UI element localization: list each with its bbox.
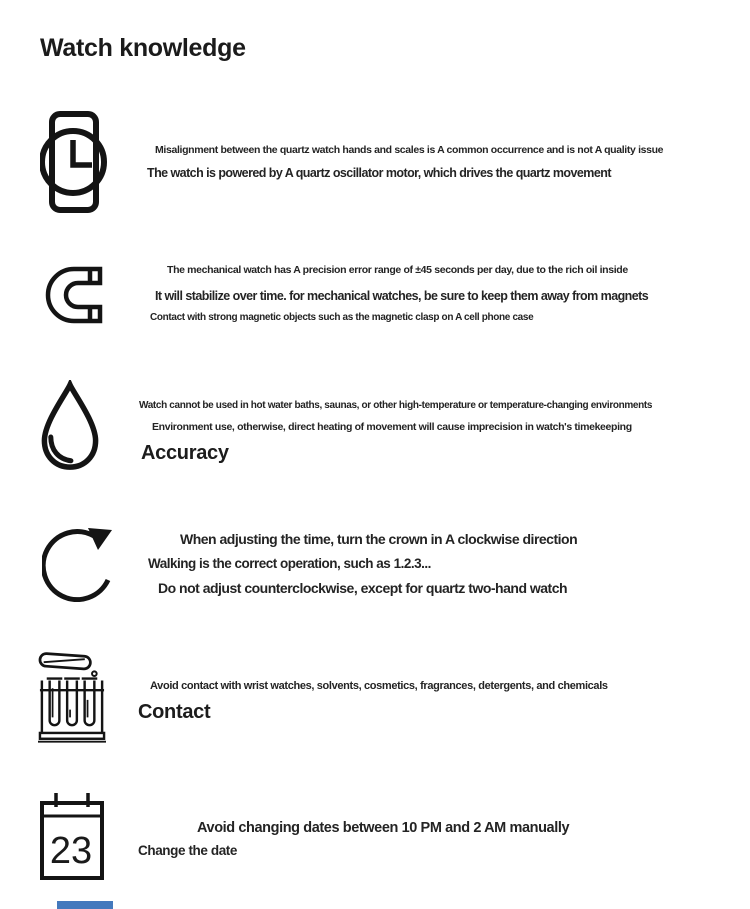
hot-water-warning-text: Watch cannot be used in hot water baths, saunas, or other high-temperature or temperature-changing environments [139, 400, 653, 411]
page-title: Watch knowledge [40, 34, 246, 62]
counterclockwise-warning-text: Do not adjust counterclockwise, except for quartz two-hand watch [158, 580, 568, 596]
crown-clockwise-text: When adjusting the time, turn the crown in A clockwise direction [180, 531, 578, 547]
chemicals-warning-text: Avoid contact with wrist watches, solvents, cosmetics, fragrances, detergents, and chemicals [150, 680, 608, 692]
magnetic-contact-text: Contact with strong magnetic objects such as the magnetic clasp on A cell phone case [150, 312, 534, 323]
water-drop-icon [38, 380, 102, 472]
change-date-text: Change the date [138, 843, 238, 858]
date-change-warning-text: Avoid changing dates between 10 PM and 2 AM manually [197, 820, 570, 836]
mechanical-precision-text: The mechanical watch has A precision error range of ±45 seconds per day, due to the rich oil inside [167, 264, 628, 276]
watch-icon [40, 111, 108, 213]
accuracy-heading: Accuracy [141, 442, 229, 464]
calendar-day-number: 23 [49, 830, 93, 872]
clockwise-arrow-icon [42, 520, 118, 602]
calendar-icon [40, 790, 110, 880]
quartz-misalignment-text: Misalignment between the quartz watch hands and scales is A common occurrence and is not A quality issue [155, 144, 664, 156]
walking-operation-text: Walking is the correct operation, such as 1.2.3... [148, 556, 431, 571]
magnet-warning-text: It will stabilize over time. for mechanical watches, be sure to keep them away from magnets [155, 289, 649, 303]
bottom-accent-bar [57, 901, 113, 909]
heat-imprecision-text: Environment use, otherwise, direct heating of movement will cause imprecision in watch's timekeeping [152, 421, 632, 433]
test-tubes-icon [38, 650, 106, 744]
magnet-icon [42, 266, 104, 324]
contact-heading: Contact [138, 701, 211, 723]
quartz-movement-text: The watch is powered by A quartz oscillator motor, which drives the quartz movement [147, 166, 611, 180]
